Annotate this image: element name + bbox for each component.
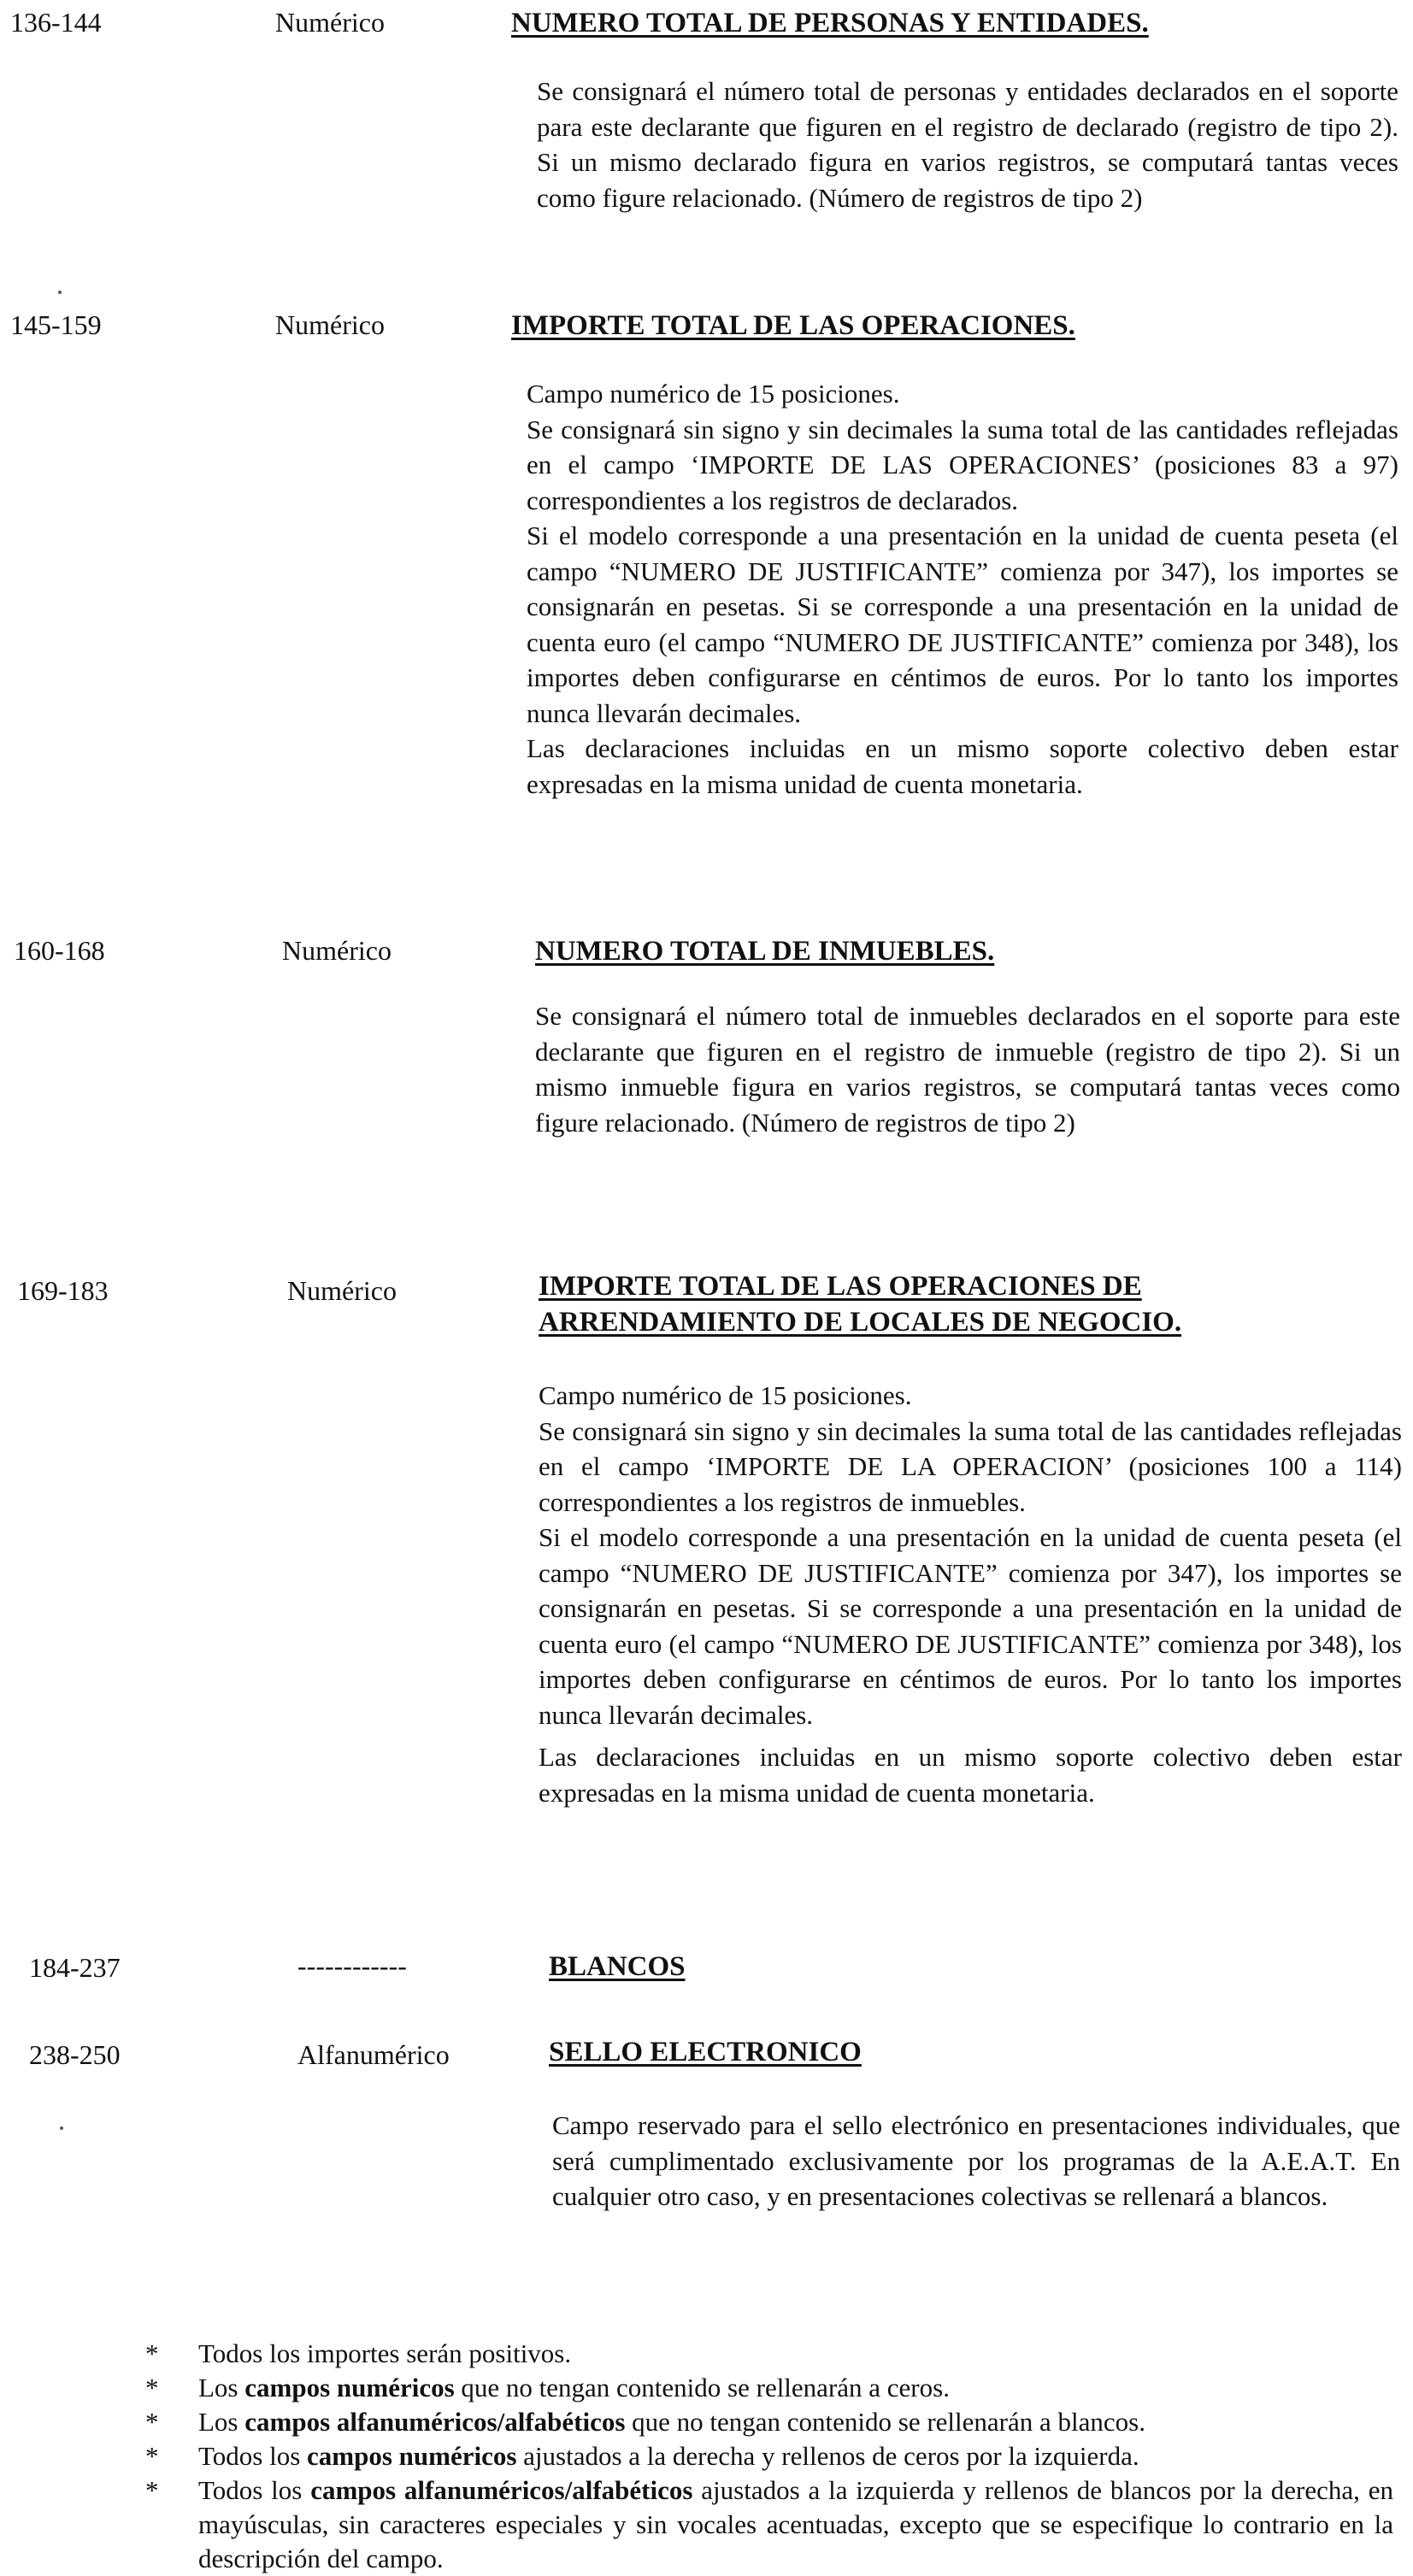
field-position: 145-159 (10, 309, 102, 340)
field-description (537, 74, 1398, 215)
note-item: * Todos los campos numéricos ajustados a la derecha y rellenos de ceros por la izquierda. (145, 2439, 1393, 2473)
field-type: ------------ (297, 1950, 407, 1981)
field-description (527, 376, 1398, 802)
description-paragraph: Campo reservado para el sello electrónico en presentaciones individuales, que será cumplimentado exclusivamente por los programas de la A.E.A.T. En cualquier otro caso, y en presentaciones colectivas se rellenará a blancos. (552, 2110, 1400, 2211)
field-type: Numérico (275, 7, 385, 38)
field-title: IMPORTE TOTAL DE LAS OPERACIONES DE ARRENDAMIENTO DE LOCALES DE NEGOCIO. (539, 1271, 1182, 1338)
field-position: 169-183 (17, 1275, 109, 1306)
note-item: * Los campos alfanuméricos/alfabéticos que no tengan contenido se rellenarán a blancos. (145, 2405, 1393, 2439)
field-type: Numérico (275, 309, 385, 340)
description-paragraph: Se consignará el número total de inmuebles declarados en el soporte para este declarante que figuren en el registro de inmueble (registro de tipo 2). Si un mismo inmueble figura en varios registros, se computará tantas veces como figure relacionado. (Número de registros de tipo 2) (535, 1001, 1400, 1138)
description-paragraph: Se consignará sin signo y sin decimales la suma total de las cantidades reflejadas en el campo ‘IMPORTE DE LA OPERACION’ (posiciones 100 a 114) correspondientes a los registros de inmuebles. (539, 1415, 1402, 1517)
asterisk-icon: * (145, 2407, 159, 2437)
field-description (535, 998, 1400, 1140)
field-type: Numérico (287, 1275, 397, 1306)
field-title: SELLO ELECTRONICO (549, 2037, 862, 2067)
field-title: NUMERO TOTAL DE INMUEBLES. (535, 936, 995, 967)
description-paragraph: Si el modelo corresponde a una presentación en la unidad de cuenta peseta (el campo “NUMERO DE JUSTIFICANTE” comienza por 347), los importes se consignarán en pesetas. Si se corresponde a una presentación en la unidad de cuenta euro (el campo “NUMERO DE JUSTIFICANTE” comienza por 348), los importes deben configurarse en céntimos de euros. Por lo tanto los importes nunca llevarán decimales. (527, 520, 1398, 728)
field-title: NUMERO TOTAL DE PERSONAS Y ENTIDADES. (511, 8, 1149, 38)
description-paragraph: Las declaraciones incluidas en un mismo soporte colectivo deben estar expresadas en la misma unidad de cuenta monetaria. (527, 733, 1398, 799)
field-description (539, 1378, 1402, 1810)
asterisk-icon: * (145, 2338, 159, 2368)
description-paragraph: Campo numérico de 15 posiciones. (539, 1380, 912, 1410)
note-item: * Todos los campos alfanuméricos/alfabéticos ajustados a la izquierda y rellenos de blancos por la derecha, en mayúsculas, sin caracteres especiales y sin vocales acentuadas, excepto que se especifique lo contrario en la descripción del campo. (145, 2475, 1394, 2573)
field-position: 238-250 (29, 2039, 121, 2070)
field-position: 184-237 (29, 1952, 121, 1983)
field-title: BLANCOS (549, 1951, 686, 1982)
general-notes-list (145, 2337, 1393, 2576)
description-paragraph: Las declaraciones incluidas en un mismo soporte colectivo deben estar expresadas en la misma unidad de cuenta monetaria. (539, 1742, 1402, 1808)
description-paragraph: Campo numérico de 15 posiciones. (527, 379, 900, 409)
field-type: Numérico (282, 935, 392, 966)
note-item: * Los campos numéricos que no tengan contenido se rellenarán a ceros. (145, 2371, 1393, 2405)
field-position: 136-144 (10, 7, 102, 38)
scan-speck (60, 2126, 63, 2130)
description-paragraph: Si el modelo corresponde a una presentación en la unidad de cuenta peseta (el campo “NUMERO DE JUSTIFICANTE” comienza por 347), los importes se consignarán en pesetas. Si se corresponde a una presentación en la unidad de cuenta euro (el campo “NUMERO DE JUSTIFICANTE” comienza por 348), los importes deben configurarse en céntimos de euros. Por lo tanto los importes nunca llevarán decimales. (539, 1522, 1402, 1730)
field-position: 160-168 (14, 935, 105, 966)
asterisk-icon: * (145, 2475, 159, 2505)
field-type: Alfanumérico (297, 2039, 450, 2070)
description-paragraph: Se consignará sin signo y sin decimales la suma total de las cantidades reflejadas en el campo ‘IMPORTE DE LAS OPERACIONES’ (posiciones 83 a 97) correspondientes a los registros de declarados. (527, 414, 1398, 515)
scan-speck (58, 291, 62, 294)
description-paragraph: Se consignará el número total de personas y entidades declarados en el soporte para este declarante que figuren en el registro de declarado (registro de tipo 2). Si un mismo declarado figura en varios registros, se computará tantas veces como figure relacionado. (Número de registros de tipo 2) (537, 76, 1398, 213)
asterisk-icon: * (145, 2373, 159, 2403)
note-item: * Todos los importes serán positivos. (145, 2337, 1393, 2371)
asterisk-icon: * (145, 2441, 159, 2471)
field-title: IMPORTE TOTAL DE LAS OPERACIONES. (511, 310, 1075, 341)
field-description (552, 2108, 1400, 2214)
